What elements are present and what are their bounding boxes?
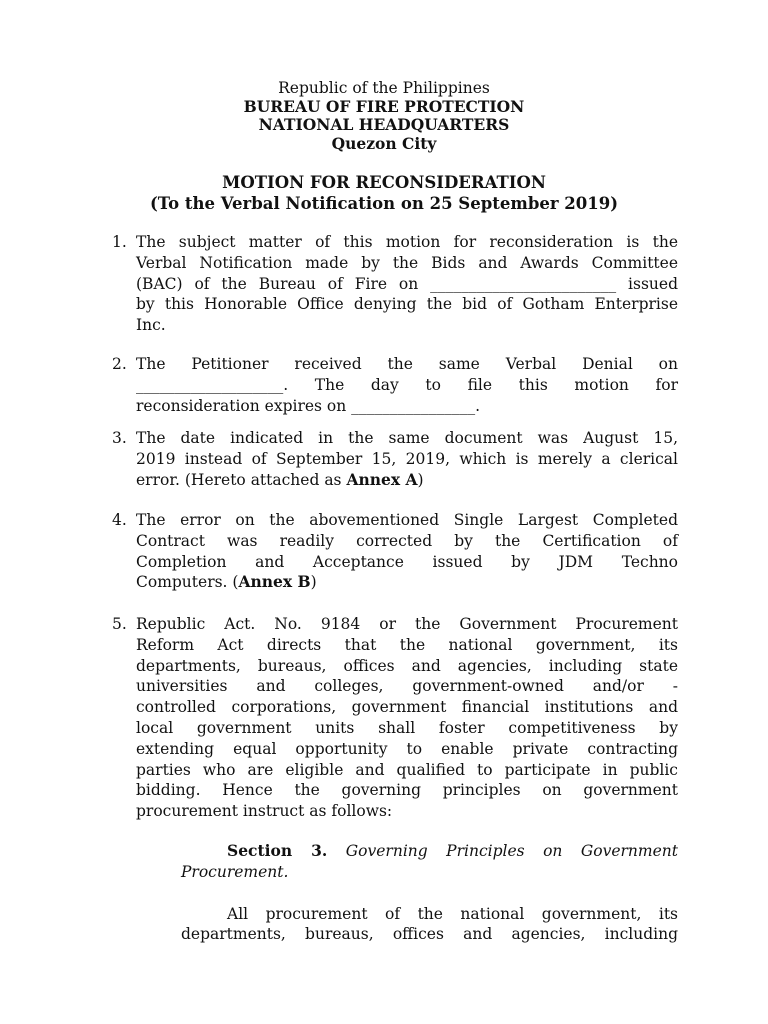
text-fragment: ) (417, 470, 424, 489)
section-heading-line (181, 841, 678, 862)
text-line: 2019 instead of September 15, 2019, which is merely a clerical (136, 449, 678, 468)
text-line: Reform Act directs that the national government, its (136, 635, 678, 654)
text-line: Inc. (136, 316, 166, 335)
paragraph-number: 5. (112, 615, 127, 633)
text-fragment: ) (310, 573, 317, 592)
text-line: reconsideration expires on ________________. (136, 396, 481, 415)
annex-a-reference: Annex A (346, 469, 418, 489)
paragraph-number: 4. (112, 511, 127, 529)
paragraph-text (136, 510, 678, 593)
text-line: Verbal Notification made by the Bids and Awards Committee (136, 253, 678, 272)
document-header (0, 79, 768, 153)
text-line: parties who are eligible and qualified to participate in public (136, 760, 678, 779)
paragraph-text (136, 232, 678, 336)
bureau-line: BUREAU OF FIRE PROTECTION (243, 96, 525, 116)
section-label: Section 3. (227, 841, 328, 860)
paragraph-text (136, 428, 678, 490)
paragraph-number: 3. (112, 429, 127, 447)
paragraph-number: 1. (112, 233, 127, 251)
section-paragraph-line: departments, bureaus, offices and agencies, including (181, 925, 678, 944)
paragraph-2 (112, 354, 678, 416)
text-fragment: Computers. ( (136, 573, 239, 592)
text-line: departments, bureaus, offices and agencies, including state (136, 656, 678, 675)
text-line: (BAC) of the Bureau of Fire on ________________________ issued (136, 274, 678, 293)
text-line: ___________________. The day to file this motion for (136, 375, 678, 394)
text-line: The date indicated in the same document was August 15, (136, 429, 678, 447)
paragraph-text (136, 354, 678, 416)
text-line: bidding. Hence the governing principles on government (136, 781, 678, 800)
text-line: Completion and Acceptance issued by JDM Techno (136, 552, 678, 571)
paragraph-4 (112, 510, 678, 593)
title-main: MOTION FOR RECONSIDERATION (222, 173, 546, 192)
republic-line: Republic of the Philippines (278, 79, 490, 97)
text-line: by this Honorable Office denying the bid of Gotham Enterprise (136, 295, 678, 314)
text-line: local government units shall foster competitiveness by (136, 718, 678, 737)
paragraph-1 (112, 232, 678, 336)
text-line: Republic Act. No. 9184 or the Government Procurement (136, 615, 678, 633)
text-line: The Petitioner received the same Verbal Denial on (136, 355, 678, 373)
paragraph-text (136, 614, 678, 822)
text-line: Contract was readily corrected by the Certification of (136, 531, 678, 550)
section-heading-continued: Procurement. (181, 862, 289, 881)
text-fragment: error. (Hereto attached as (136, 470, 347, 489)
text-line (136, 470, 678, 491)
text-line: The subject matter of this motion for reconsideration is the (136, 233, 678, 251)
paragraph-5 (112, 614, 678, 822)
title-sub: (To the Verbal Notification on 25 September 2019) (149, 194, 619, 213)
headquarters-line: NATIONAL HEADQUARTERS (258, 115, 510, 134)
paragraph-3 (112, 428, 678, 490)
city-line: Quezon City (331, 133, 437, 153)
text-line: extending equal opportunity to enable private contracting (136, 739, 678, 758)
document-title (0, 172, 768, 214)
annex-b-reference: Annex B (238, 572, 311, 592)
section-paragraph-line: All procurement of the national government, its (227, 904, 678, 923)
text-line (136, 572, 678, 593)
paragraph-number: 2. (112, 355, 127, 373)
section-heading: Governing Principles on Government (345, 842, 678, 860)
text-line: controlled corporations, government financial institutions and (136, 698, 678, 717)
section-3-quote (181, 841, 678, 945)
text-line: procurement instruct as follows: (136, 802, 393, 821)
text-line: universities and colleges, government-owned and/or - (136, 677, 678, 696)
text-line: The error on the abovementioned Single Largest Completed (136, 511, 678, 529)
